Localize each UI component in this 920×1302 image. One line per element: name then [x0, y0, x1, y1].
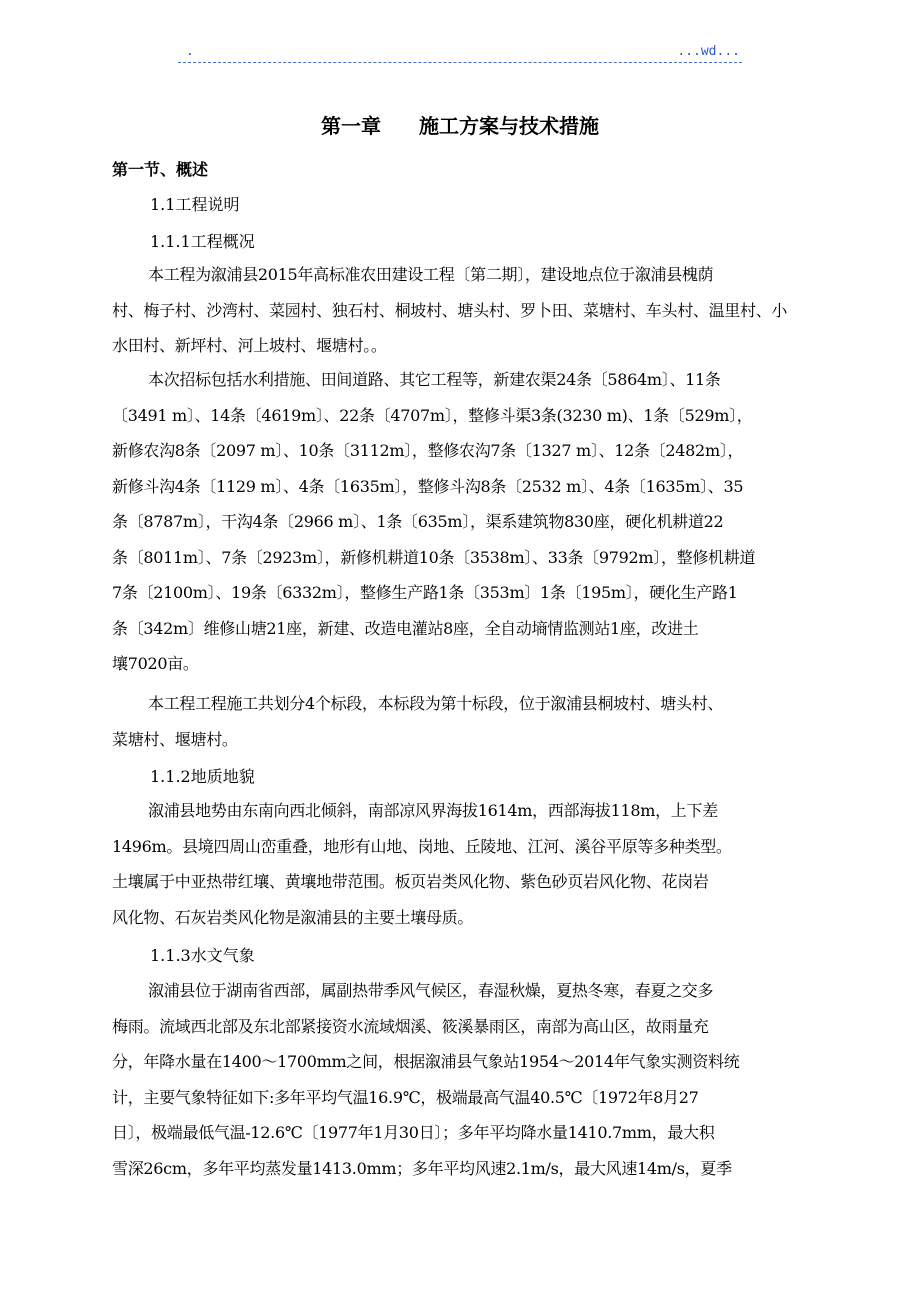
text-line: 分，年降水量在1400～1700mm之间，根据溆浦县气象站1954～2014年气象实测资料统	[112, 1052, 740, 1071]
text-line: 土壤属于中亚热带红壤、黄壤地带范围。板页岩类风化物、紫色砂页岩风化物、花岗岩	[112, 872, 709, 891]
text-line: 本工程为溆浦县2015年高标准农田建设工程〔第二期〕，建设地点位于溆浦县槐荫	[148, 265, 714, 284]
text-line: 1496m。县境四周山峦重叠，地形有山地、岗地、丘陵地、江河、溪谷平原等多种类型。	[112, 836, 732, 856]
paragraph-project-overview	[112, 257, 810, 364]
paragraph-tender-scope	[112, 362, 810, 682]
text-line: 雪深26cm，多年平均蒸发量1413.0mm；多年平均风速2.1m/s，最大风速14m/s，夏季	[112, 1158, 732, 1178]
paragraph-hydrology	[112, 973, 810, 1186]
text-line: 7条〔2100m〕、19条〔6332m〕，整修生产路1条〔353m〕1条〔195m〕，硬化生产路1	[112, 583, 738, 602]
text-line: 〔3491 m〕、14条〔4619m〕、22条〔4707m〕，整修斗渠3条(3230 m)、1条〔529m〕，	[112, 405, 753, 425]
paragraph-sections	[112, 686, 810, 757]
chapter-number: 第一章	[321, 114, 381, 138]
text-line: 日〕，极端最低气温-12.6℃〔1977年1月30日〕；多年平均降水量1410.7mm，最大积	[112, 1123, 715, 1142]
text-line: 本工程工程施工共划分4个标段，本标段为第十标段，位于溆浦县桐坡村、塘头村、	[148, 694, 724, 713]
header-right-mark: ...wd...	[677, 44, 740, 59]
text-line: 条〔342m〕维修山塘21座，新建、改造电灌站8座，全自动墒情监测站1座，改进土	[112, 618, 699, 638]
text-line: 溆浦县位于湖南省西部，属副热带季风气候区，春湿秋燥，夏热冬寒，春夏之交多	[148, 981, 714, 1000]
text-line: 新修斗沟4条〔1129 m〕、4条〔1635m〕，整修斗沟8条〔2532 m〕、4条〔1635m〕、35	[112, 476, 744, 496]
text-line: 新修农沟8条〔2097 m〕、10条〔3112m〕，整修农沟7条〔1327 m〕、12条〔2482m〕，	[112, 441, 744, 460]
chapter-name: 施工方案与技术措施	[419, 114, 599, 138]
page-header	[178, 44, 742, 63]
heading-1-1-2: 1.1.2地质地貌	[150, 767, 255, 786]
text-line: 条〔8787m〕，干沟4条〔2966 m〕、1条〔635m〕，渠系建筑物830座，硬化机耕道22	[112, 512, 724, 531]
text-line: 菜塘村、堰塘村。	[112, 729, 238, 749]
heading-1-1-1: 1.1.1工程概况	[150, 232, 255, 251]
section-heading: 第一节、概述	[112, 160, 209, 179]
heading-1-1: 1.1工程说明	[150, 195, 240, 214]
text-line: 风化物、石灰岩类风化物是溆浦县的主要土壤母质。	[112, 907, 474, 927]
text-line: 村、梅子村、沙湾村、菜园村、独石村、桐坡村、塘头村、罗卜田、菜塘村、车头村、温里村、小	[112, 300, 788, 320]
text-line: 本次招标包括水利措施、田间道路、其它工程等，新建农渠24条〔5864m〕、11条	[148, 370, 721, 389]
text-line: 梅雨。流域西北部及东北部紧接资水流域烟溪、筱溪暴雨区，南部为高山区，故雨量充	[112, 1016, 709, 1036]
heading-1-1-3: 1.1.3水文气象	[150, 946, 255, 965]
text-line: 壤7020亩。	[112, 654, 199, 673]
text-line: 水田村、新坪村、河上坡村、堰塘村。。	[112, 336, 387, 355]
paragraph-geology	[112, 793, 810, 935]
text-line: 计，主要气象特征如下:多年平均气温16.9℃，极端最高气温40.5℃〔1972年8月27	[112, 1087, 699, 1107]
header-left-mark: .	[186, 44, 194, 59]
text-line: 条〔8011m〕、7条〔2923m〕，新修机耕道10条〔3538m〕、33条〔9792m〕，整修机耕道	[112, 547, 756, 567]
chapter-title	[0, 110, 920, 139]
text-line: 溆浦县地势由东南向西北倾斜，南部凉风界海拔1614m，西部海拔118m，上下差	[148, 801, 718, 820]
